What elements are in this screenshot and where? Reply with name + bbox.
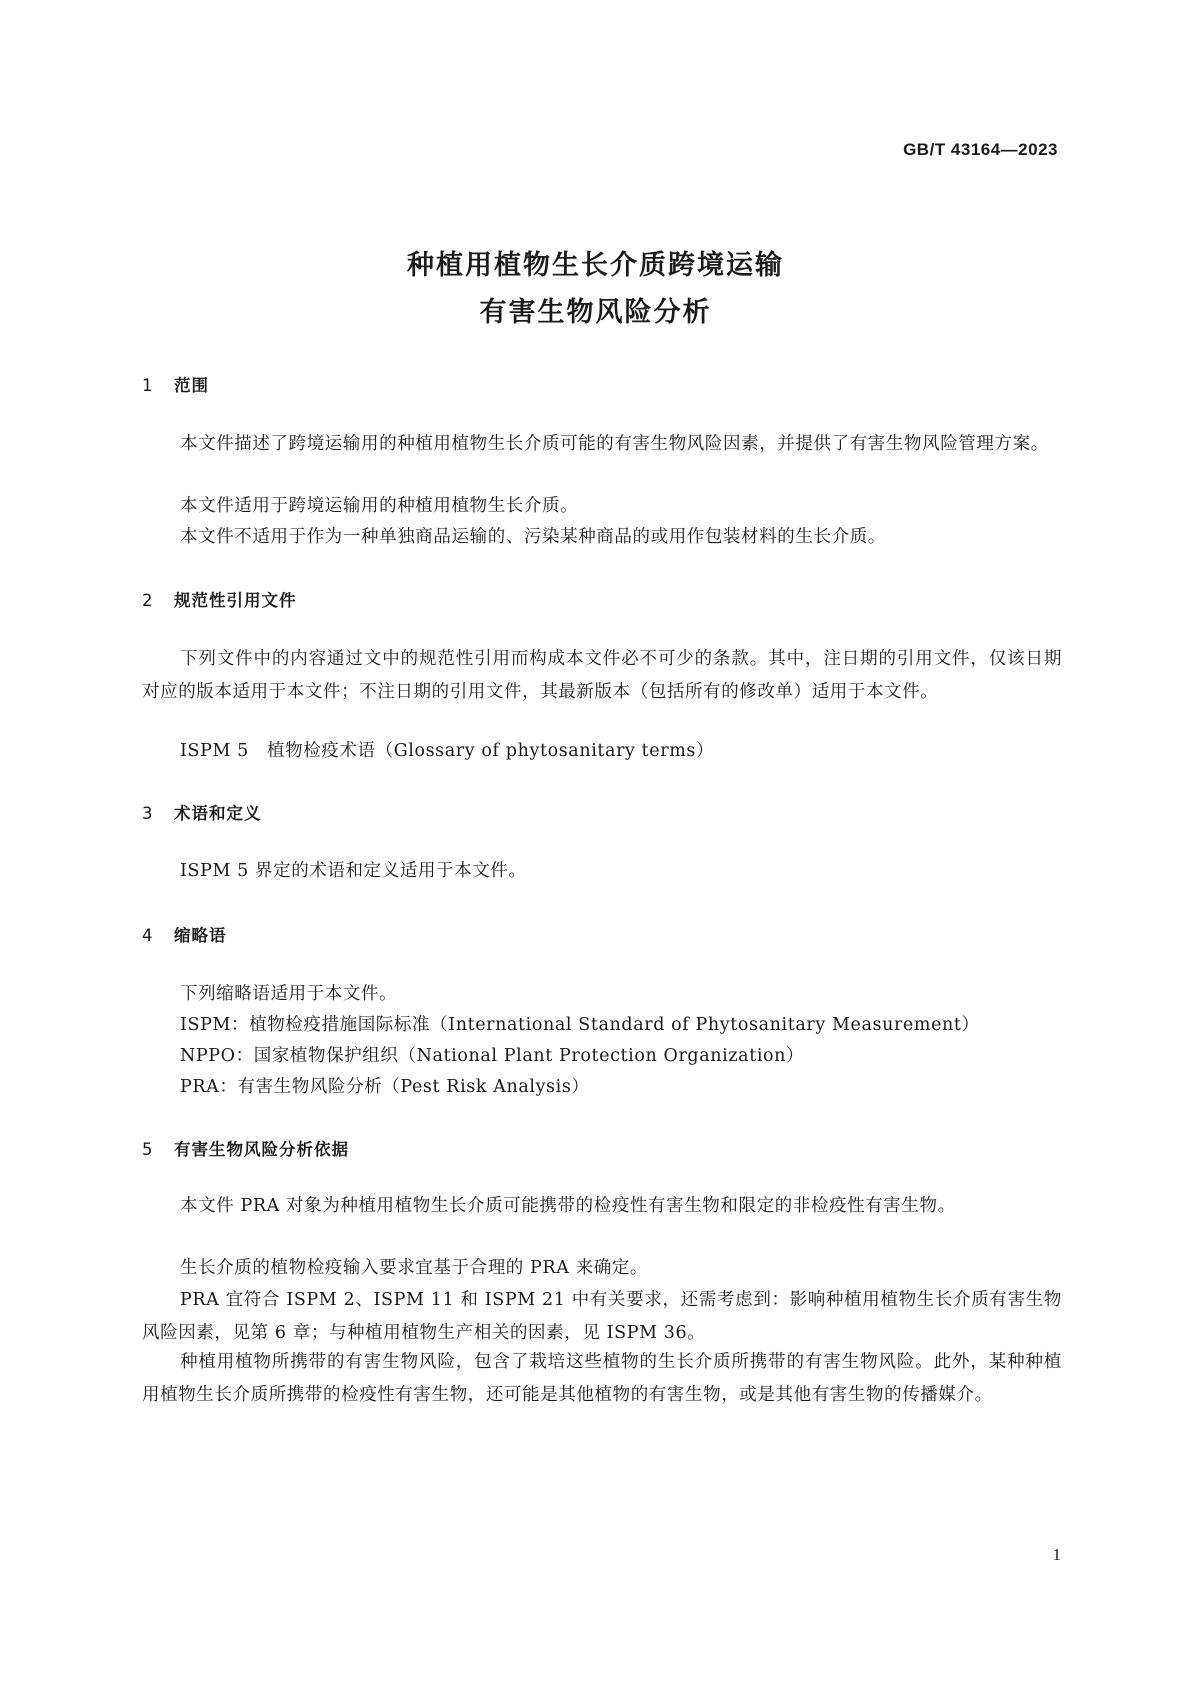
section-title: 术语和定义 bbox=[174, 804, 262, 823]
section-title: 范围 bbox=[174, 376, 209, 395]
abbreviation-nppo: NPPO：国家植物保护组织（National Plant Protection Organization） bbox=[180, 1046, 805, 1066]
section-1-paragraph-3: 本文件不适用于作为一种单独商品运输的、污染某种商品的或用作包装材料的生长介质。 bbox=[180, 527, 886, 547]
section-title: 缩略语 bbox=[174, 926, 227, 945]
section-2-paragraph-1: 下列文件中的内容通过文中的规范性引用而构成本文件必不可少的条款。其中，注日期的引用文件，仅该日期对应的版本适用于本文件；不注日期的引用文件，其最新版本（包括所有的修改单）适用于本文件。 bbox=[142, 649, 1062, 702]
section-3-paragraph-1: ISPM 5 界定的术语和定义适用于本文件。 bbox=[180, 861, 527, 881]
section-1-paragraph-1: 本文件描述了跨境运输用的种植用植物生长介质可能的有害生物风险因素，并提供了有害生物风险管理方案。 bbox=[180, 434, 1049, 454]
abbreviation-pra: PRA：有害生物风险分析（Pest Risk Analysis） bbox=[180, 1077, 590, 1097]
document-title-line2: 有害生物风险分析 bbox=[479, 297, 712, 328]
section-1-paragraph-2: 本文件适用于跨境运输用的种植用植物生长介质。 bbox=[180, 496, 579, 516]
section-title: 有害生物风险分析依据 bbox=[174, 1140, 349, 1159]
standard-code: GB/T 43164—2023 bbox=[903, 140, 1058, 159]
section-5-paragraph-1: 本文件 PRA 对象为种植用植物生长介质可能携带的检疫性有害生物和限定的非检疫性有害生物。 bbox=[180, 1196, 956, 1216]
section-number: 2 bbox=[142, 591, 154, 610]
page-number: 1 bbox=[1052, 1545, 1061, 1564]
section-1-heading bbox=[142, 372, 209, 396]
section-number: 5 bbox=[142, 1140, 154, 1159]
section-3-heading bbox=[142, 800, 262, 824]
section-number: 4 bbox=[142, 926, 154, 945]
section-title: 规范性引用文件 bbox=[174, 591, 297, 610]
section-5-paragraph-2: 生长介质的植物检疫输入要求宜基于合理的 PRA 来确定。 bbox=[180, 1258, 649, 1278]
section-5-heading bbox=[142, 1136, 349, 1160]
section-2-reference: ISPM 5 植物检疫术语（Glossary of phytosanitary terms） bbox=[180, 741, 715, 761]
section-5-paragraph-4: 种植用植物所携带的有害生物风险，包含了栽培这些植物的生长介质所携带的有害生物风险。此外，某种种植用植物生长介质所携带的检疫性有害生物，还可能是其他植物的有害生物，或是其他有害生物的传播媒介。 bbox=[142, 1352, 1062, 1405]
abbreviation-ispm: ISPM：植物检疫措施国际标准（International Standard of Phytosanitary Measurement） bbox=[180, 1015, 980, 1035]
section-number: 3 bbox=[142, 804, 154, 823]
section-2-heading bbox=[142, 587, 297, 611]
section-4-paragraph-1: 下列缩略语适用于本文件。 bbox=[180, 984, 398, 1004]
document-title-line1: 种植用植物生长介质跨境运输 bbox=[407, 250, 784, 281]
section-4-heading bbox=[142, 922, 227, 946]
section-number: 1 bbox=[142, 376, 154, 395]
section-5-paragraph-3: PRA 宜符合 ISPM 2、ISPM 11 和 ISPM 21 中有关要求，还需考虑到：影响种植用植物生长介质有害生物风险因素，见第 6 章；与种植用植物生产相关的因素，见 ISPM 36。 bbox=[142, 1290, 1062, 1343]
